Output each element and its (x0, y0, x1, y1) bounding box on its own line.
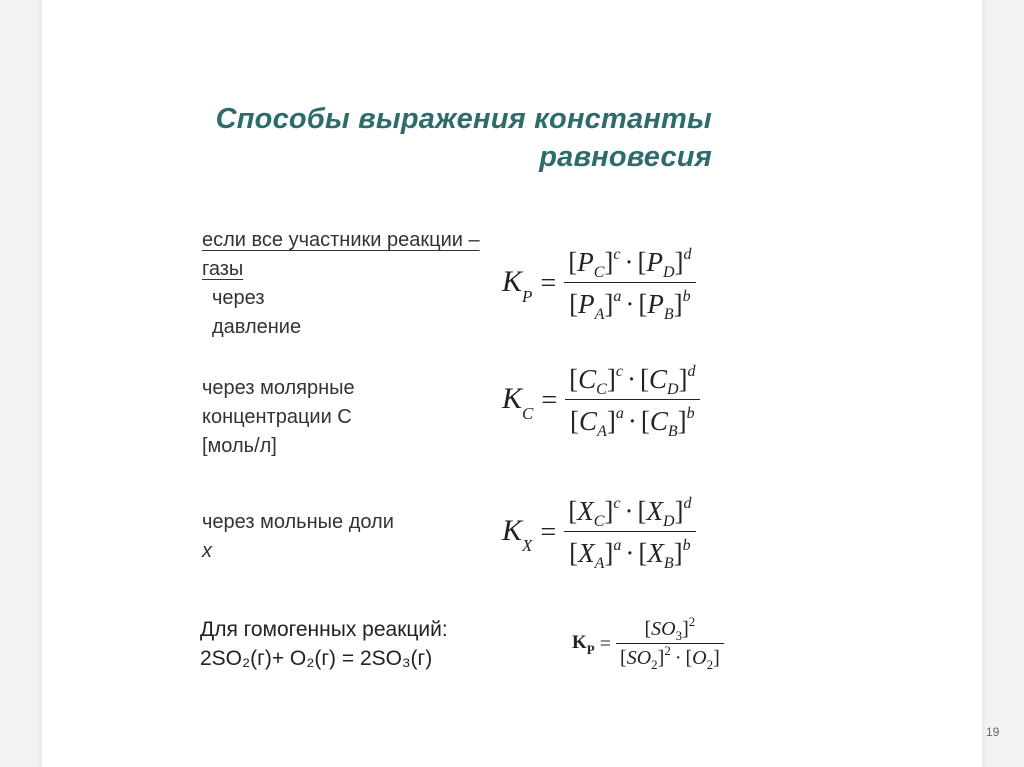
kx-symbol: $K_X$ (502, 513, 533, 555)
label-molar-line-1: через молярные (202, 377, 355, 399)
label-gases-line-2: газы (202, 258, 244, 280)
kp-equals: = (540, 267, 557, 299)
kp-numerator: $[P_C]^c \cdot [P_D]^d$ (568, 246, 692, 281)
title-line-2: равновесия (539, 141, 712, 173)
label-gases-line-1: если все участники реакции – (202, 229, 480, 251)
kp-so3-equals: = (599, 632, 612, 655)
formula-kx (502, 495, 696, 572)
label-molar (202, 374, 502, 461)
kp-fraction (564, 246, 695, 323)
label-gases-line-4: давление (212, 316, 302, 338)
label-molar-line-2: концентрации С (202, 406, 352, 428)
kc-symbol: $K_C$ (502, 381, 534, 423)
slide (42, 0, 1000, 767)
slide-title (92, 100, 712, 176)
formula-kp (502, 246, 696, 323)
kc-numerator: $[C_C]^c \cdot [C_D]^d$ (569, 363, 696, 398)
kx-numerator: $[X_C]^c \cdot [X_D]^d$ (568, 495, 692, 530)
kp-so3-symbol: $K_P$ (572, 631, 595, 658)
title-line-1: Способы выражения константы (215, 103, 712, 135)
formula-kp-so3 (572, 614, 724, 672)
reaction-equation: 2SO₂(г)+ O₂(г) = 2SO₃(г) (200, 647, 433, 670)
kp-so3-numerator: $[SO_3]^2$ (644, 614, 696, 643)
kp-so3-fraction (616, 614, 724, 672)
kx-equals: = (540, 516, 557, 548)
kx-fraction (564, 495, 695, 572)
kp-symbol: $K_P$ (502, 264, 533, 306)
label-molar-line-3: [моль/л] (202, 435, 277, 457)
formula-kc (502, 363, 700, 440)
kc-denominator: $[C_A]^a \cdot [C_B]^b$ (570, 405, 695, 440)
label-fraction-line-2: x (202, 540, 212, 562)
label-homogeneous-line-1: Для гомогенных реакций: (200, 618, 448, 641)
kc-equals: = (541, 384, 558, 416)
label-fraction-line-1: через мольные доли (202, 511, 394, 533)
kp-so3-denominator: $[SO_2]^2 \cdot [O_2]$ (620, 643, 720, 672)
label-gases-line-3: через (212, 287, 265, 309)
label-homogeneous (200, 615, 560, 673)
label-fraction (202, 508, 502, 566)
kc-fraction (565, 363, 699, 440)
kp-denominator: $[P_A]^a \cdot [P_B]^b$ (569, 288, 691, 323)
page-number: 19 (986, 725, 1000, 739)
kx-denominator: $[X_A]^a \cdot [X_B]^b$ (569, 537, 691, 572)
